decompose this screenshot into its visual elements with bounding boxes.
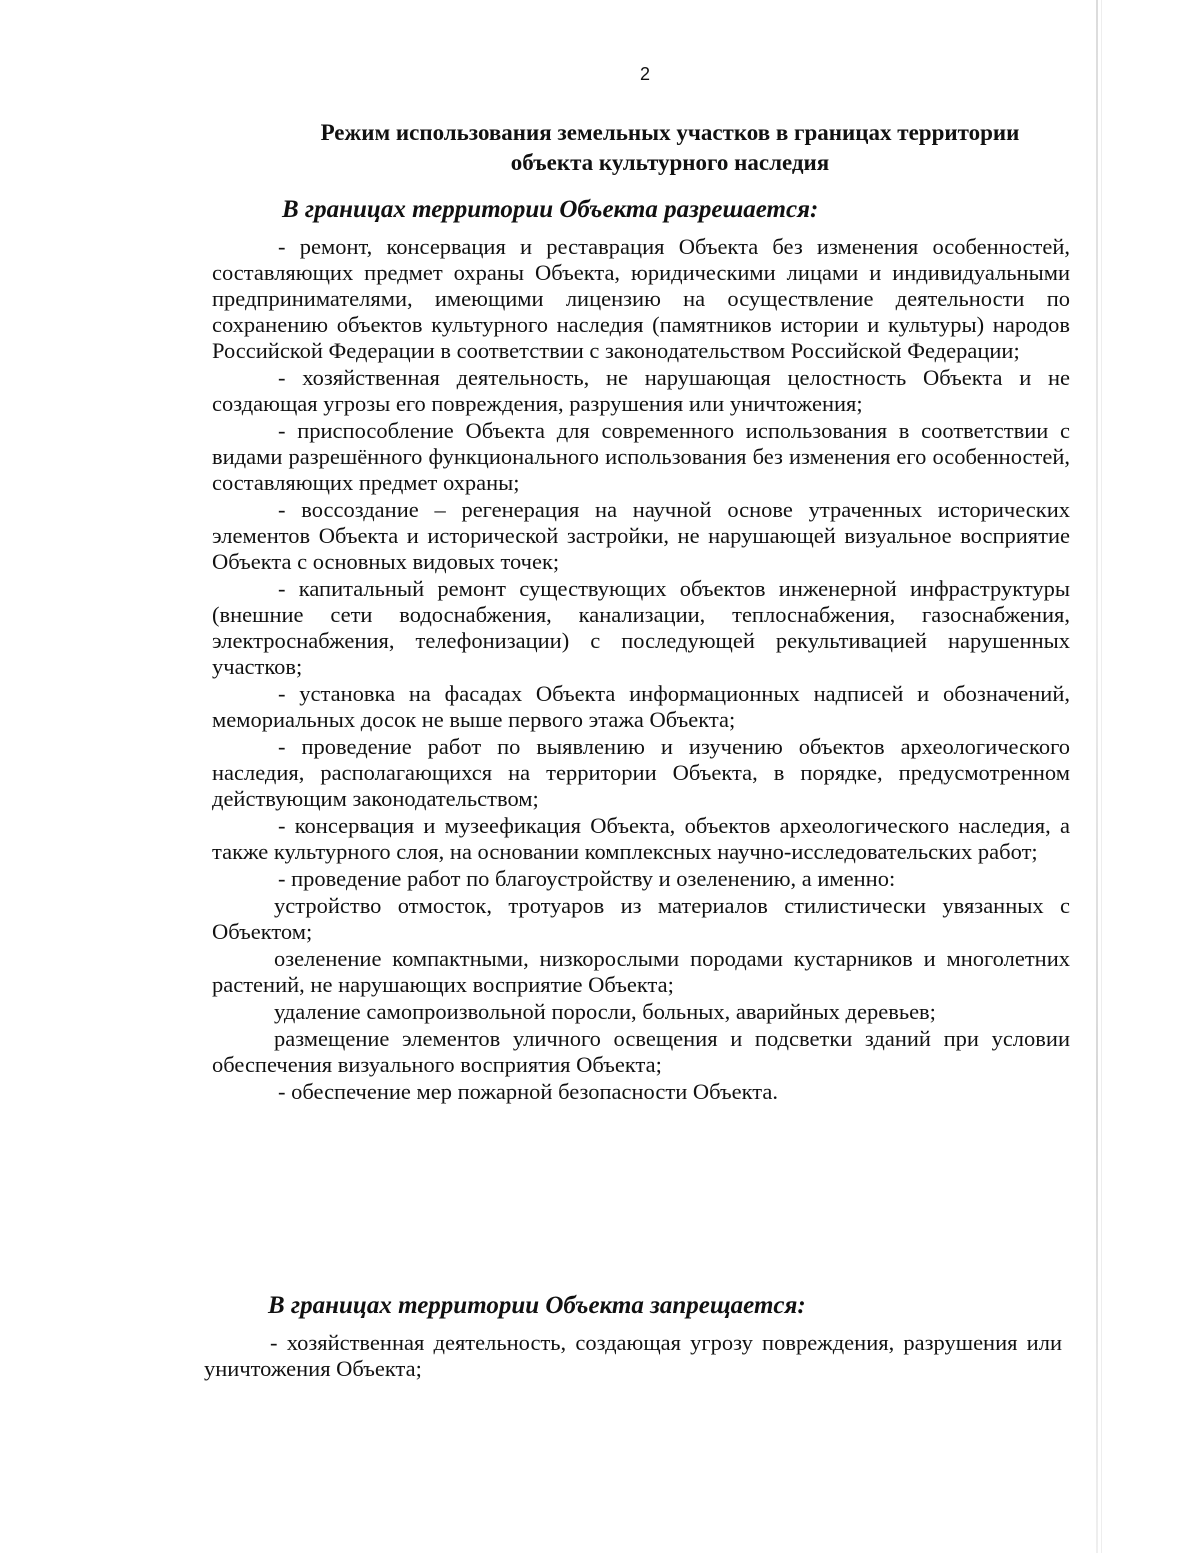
forbidden-item-economic: - хозяйственная деятельность, создающая угрозу повреждения, разрушения или уничтожения Объекта; [204,1330,1062,1381]
allowed-list [212,234,1070,1106]
scan-edge [1096,0,1098,1553]
allowed-item-infrastructure: - капитальный ремонт существующих объектов инженерной инфраструктуры (внешние сети водоснабжения, канализации, теплоснабжения, газоснабжения, электроснабжения, телефонизации) с последующей рекультивацией нарушенных участков; [212,576,1070,679]
allowed-item-fire-safety: - обеспечение мер пожарной безопасности Объекта. [278,1079,778,1104]
allowed-subitem-tree-removal: удаление самопроизвольной поросли, больных, аварийных деревьев; [274,999,936,1024]
scan-edge-line [1101,0,1102,1553]
allowed-heading: В границах территории Объекта разрешается: [282,196,819,223]
allowed-item-adaptation: - приспособление Объекта для современного использования в соответствии с видами разрешённого функционального использования без изменения его особенностей, составляющих предмет охраны; [212,418,1070,495]
allowed-subitem-greenery: озеленение компактными, низкорослыми породами кустарников и многолетних растений, не нарушающих восприятие Объекта; [212,946,1070,997]
allowed-item-repair: - ремонт, консервация и реставрация Объекта без изменения особенностей, составляющих предмет охраны Объекта, юридическими лицами и индивидуальными предпринимателями, имеющими лицензию на осуществление деятельности по сохранению объектов культурного наследия (памятников истории и культуры) народов Российской Федерации в соответствии с законодательством Российской Федерации; [212,234,1070,363]
allowed-item-signage: - установка на фасадах Объекта информационных надписей и обозначений, мемориальных досок не выше первого этажа Объекта; [212,681,1070,732]
allowed-item-archaeology: - проведение работ по выявлению и изучению объектов археологического наследия, располагающихся на территории Объекта, в порядке, предусмотренном действующим законодательством; [212,734,1070,811]
title-line-1: Режим использования земельных участков в границах территории [320,120,1020,145]
forbidden-heading: В границах территории Объекта запрещается: [268,1292,806,1319]
allowed-item-economic: - хозяйственная деятельность, не нарушающая целостность Объекта и не создающая угрозы его повреждения, разрушения или уничтожения; [212,365,1070,416]
allowed-subitem-pavements: устройство отмосток, тротуаров из материалов стилистически увязанных с Объектом; [212,893,1070,944]
allowed-item-museumification: - консервация и музеефикация Объекта, объектов археологического наследия, а также культурного слоя, на основании комплексных научно-исследовательских работ; [212,813,1070,864]
forbidden-list [204,1330,1062,1383]
title-line-2: объекта культурного наследия [510,150,830,175]
allowed-item-recreation: - воссоздание – регенерация на научной основе утраченных исторических элементов Объекта и исторической застройки, не нарушающей визуальное восприятие Объекта с основных видовых точек; [212,497,1070,574]
document-title [250,118,1090,178]
page-number: 2 [639,64,650,84]
allowed-subitem-lighting: размещение элементов уличного освещения и подсветки зданий при условии обеспечения визуального восприятия Объекта; [212,1026,1070,1077]
allowed-item-landscaping: - проведение работ по благоустройству и озеленению, а именно: [278,866,896,891]
